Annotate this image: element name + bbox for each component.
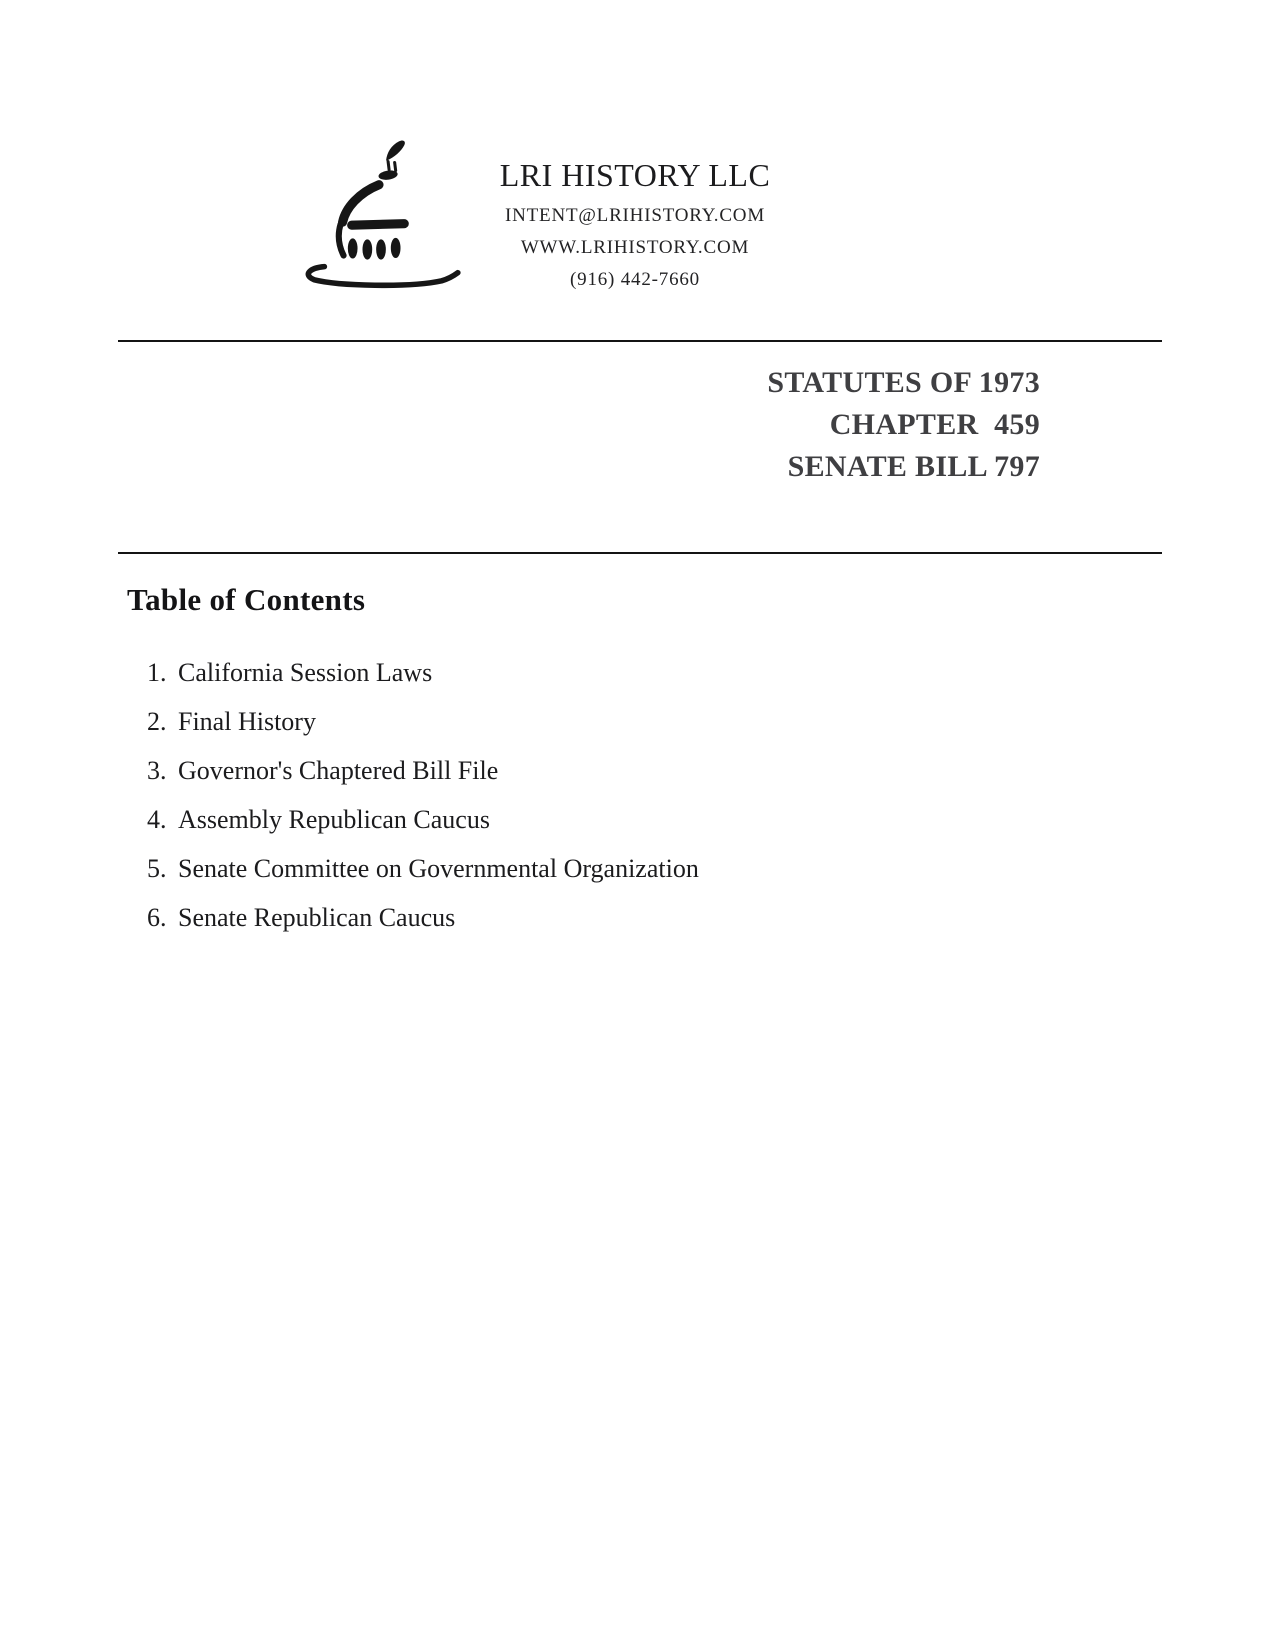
- toc-item-senate-republican-caucus: Senate Republican Caucus: [178, 903, 456, 932]
- toc-item-final-history: Final History: [178, 707, 316, 736]
- logo-flag-shape: [386, 140, 405, 160]
- bill-reference: [767, 362, 1040, 488]
- toc-item-senate-committee-governmental-organization: Senate Committee on Governmental Organization: [178, 854, 699, 883]
- senate-bill-line: SENATE BILL 797: [787, 450, 1040, 483]
- company-email: INTENT@LRIHISTORY.COM: [504, 205, 766, 226]
- contact-block: [435, 200, 835, 296]
- divider-top: [118, 340, 1162, 342]
- toc-item-assembly-republican-caucus: Assembly Republican Caucus: [178, 805, 490, 834]
- statutes-line: STATUTES OF 1973: [767, 366, 1040, 399]
- toc-item-governors-chaptered-bill-file: Governor's Chaptered Bill File: [178, 756, 499, 785]
- letterhead-text: [435, 156, 835, 296]
- toc-list: [147, 648, 699, 942]
- company-phone: (916) 442-7660: [570, 269, 700, 290]
- toc-title: Table of Contents: [127, 582, 366, 617]
- logo-columns: [348, 238, 401, 260]
- toc-item-california-session-laws: California Session Laws: [178, 658, 433, 687]
- company-name: LRI HISTORY LLC: [499, 157, 771, 193]
- company-website: WWW.LRIHISTORY.COM: [520, 237, 750, 258]
- divider-bottom: [118, 552, 1162, 554]
- chapter-line: CHAPTER 459: [829, 408, 1040, 441]
